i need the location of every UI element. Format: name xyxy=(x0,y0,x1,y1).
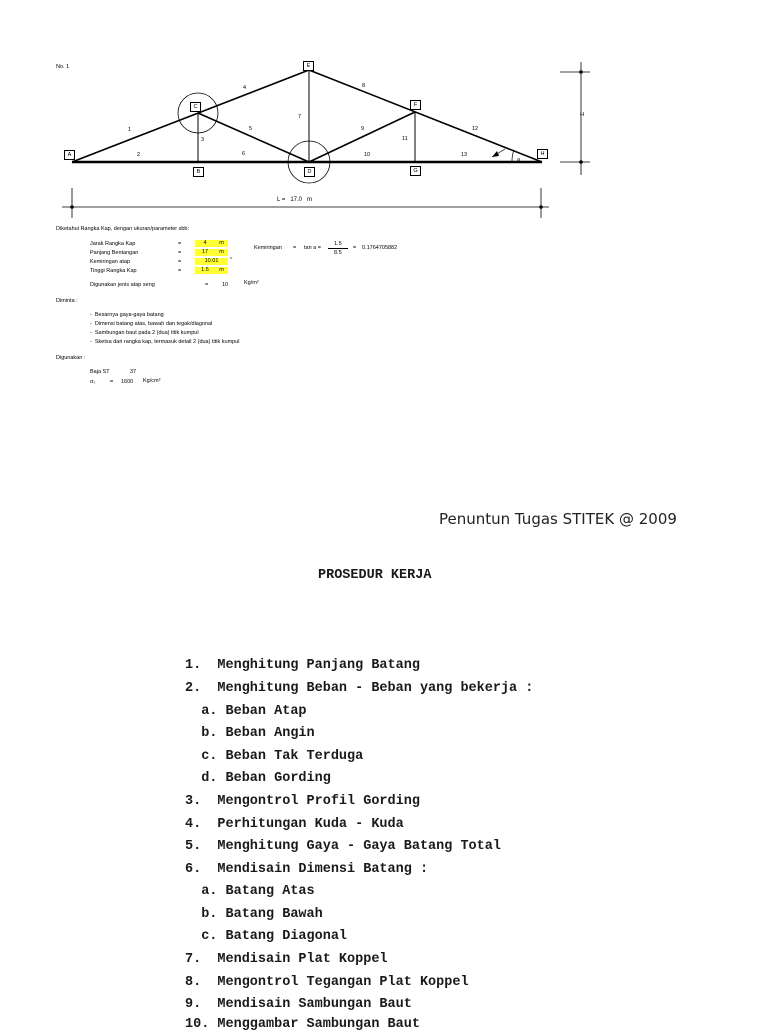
stress-value: 1600 xyxy=(121,379,134,385)
member-9 xyxy=(309,112,415,162)
member-label-8: 8 xyxy=(362,83,366,89)
member-label-4: 4 xyxy=(243,85,247,91)
slope-numerator: 1.5 xyxy=(334,241,342,247)
member-label-7: 7 xyxy=(298,114,302,120)
param-label: Tinggi Rangka Kap xyxy=(90,268,137,274)
slope-label: Kemiringan xyxy=(254,245,282,251)
node-label-e: E xyxy=(303,61,314,71)
stress-unit: Kg/cm² xyxy=(143,378,161,384)
procedure-item: 1. Menghitung Panjang Batang xyxy=(185,658,420,673)
param-label: Kemiringan atap xyxy=(90,259,131,265)
given-intro: Diketahui Rangka Kap, dengan ukuran/parameter sbb: xyxy=(56,226,190,232)
list-item: - Besarnya gaya-gaya batang xyxy=(90,312,164,318)
stress-label: σₛ xyxy=(90,379,96,385)
procedure-item: 9. Mendisain Sambungan Baut xyxy=(185,997,412,1012)
slope-denominator: 8.5 xyxy=(334,250,342,256)
member-5 xyxy=(198,113,309,162)
param-value: 10.01 xyxy=(195,258,228,265)
diminta-title: Diminta : xyxy=(56,298,78,304)
node-label-c: C xyxy=(190,102,201,112)
roof-value: 10 xyxy=(222,282,229,288)
node-label-a: A xyxy=(64,150,75,160)
param-eq: = xyxy=(178,241,182,247)
list-item: - Dimensi batang atas, bawah dan tegak/diagonal xyxy=(90,321,213,327)
member-label-12: 12 xyxy=(472,126,479,132)
procedure-item: 10. Menggambar Sambungan Baut xyxy=(185,1017,420,1032)
slope-eq: = xyxy=(293,245,297,251)
procedure-item: 5. Menghitung Gaya - Gaya Batang Total xyxy=(185,839,501,854)
param-eq: = xyxy=(178,250,182,256)
list-item: - Sambungan baut pada 2 (dua) titik kumpul xyxy=(90,330,199,336)
roof-label: Digunakan jenis atap seng xyxy=(90,282,155,288)
param-unit: ° xyxy=(230,257,233,263)
node-label-b: B xyxy=(193,167,204,177)
digunakan-title: Digunakan : xyxy=(56,355,86,361)
procedure-subitem: a. Batang Atas xyxy=(185,884,315,899)
member-label-2: 2 xyxy=(137,152,141,158)
member-label-3: 3 xyxy=(201,137,205,143)
node-label-f: F xyxy=(410,100,421,110)
param-unit: m xyxy=(215,240,228,247)
param-unit: m xyxy=(215,267,228,274)
steel-value: 37 xyxy=(130,369,137,375)
member-label-9: 9 xyxy=(361,126,365,132)
member-label-5: 5 xyxy=(249,126,253,132)
slope-eq2: = xyxy=(353,245,357,251)
problem-number: No. 1 xyxy=(56,64,70,70)
member-label-10: 10 xyxy=(364,152,371,158)
height-label: H xyxy=(580,112,584,118)
slope-tan: tan a = xyxy=(304,245,321,251)
roof-unit: Kg/m² xyxy=(244,280,259,286)
procedure-subitem: b. Beban Angin xyxy=(185,726,315,741)
param-eq: = xyxy=(178,259,182,265)
angle-label: a xyxy=(517,157,521,163)
param-label: Jarak Rangka Kap xyxy=(90,241,136,247)
procedure-item: 3. Mengontrol Profil Gording xyxy=(185,794,420,809)
procedure-item: 4. Perhitungan Kuda - Kuda xyxy=(185,817,404,832)
param-unit: m xyxy=(215,249,228,256)
node-label-d: D xyxy=(304,167,315,177)
param-eq: = xyxy=(178,268,182,274)
roof-eq: = xyxy=(205,282,209,288)
member-label-11: 11 xyxy=(402,136,408,142)
procedure-subitem: a. Beban Atap xyxy=(185,704,307,719)
steel-label: Baja ST xyxy=(90,369,110,375)
stress-eq: = xyxy=(110,379,114,385)
roof-truss-diagram xyxy=(0,0,768,230)
guide-title: Penuntun Tugas STITEK @ 2009 xyxy=(439,510,677,528)
procedure-item: 7. Mendisain Plat Koppel xyxy=(185,952,388,967)
member-top-left xyxy=(72,70,309,162)
procedure-item: 8. Mengontrol Tegangan Plat Koppel xyxy=(185,975,469,990)
span-label: L = 17.0 m xyxy=(277,197,313,203)
procedure-subitem: c. Beban Tak Terduga xyxy=(185,749,364,764)
procedure-title: PROSEDUR KERJA xyxy=(318,568,432,583)
procedure-item: 2. Menghitung Beban - Beban yang bekerja : xyxy=(185,681,534,696)
slope-result: 0.1764705882 xyxy=(362,245,398,251)
list-item: - Sketsa dari rangka kap, termasuk detail 2 (dua) titik kumpul xyxy=(90,339,240,345)
param-value: 4 xyxy=(195,240,215,247)
procedure-subitem: d. Beban Gording xyxy=(185,771,331,786)
procedure-subitem: c. Batang Diagonal xyxy=(185,929,348,944)
param-label: Panjang Bentangan xyxy=(90,250,139,256)
param-value: 1.5 xyxy=(195,267,215,274)
node-label-g: G xyxy=(410,166,421,176)
node-label-h: H xyxy=(537,149,548,159)
member-label-13: 13 xyxy=(461,152,468,158)
member-label-6: 6 xyxy=(242,151,246,157)
procedure-item: 6. Mendisain Dimensi Batang : xyxy=(185,862,429,877)
procedure-subitem: b. Batang Bawah xyxy=(185,907,323,922)
member-top-right xyxy=(309,70,542,162)
fraction-bar xyxy=(328,248,348,249)
member-label-1: 1 xyxy=(128,127,132,133)
param-value: 17 xyxy=(195,249,215,256)
angle-arc xyxy=(512,150,514,162)
